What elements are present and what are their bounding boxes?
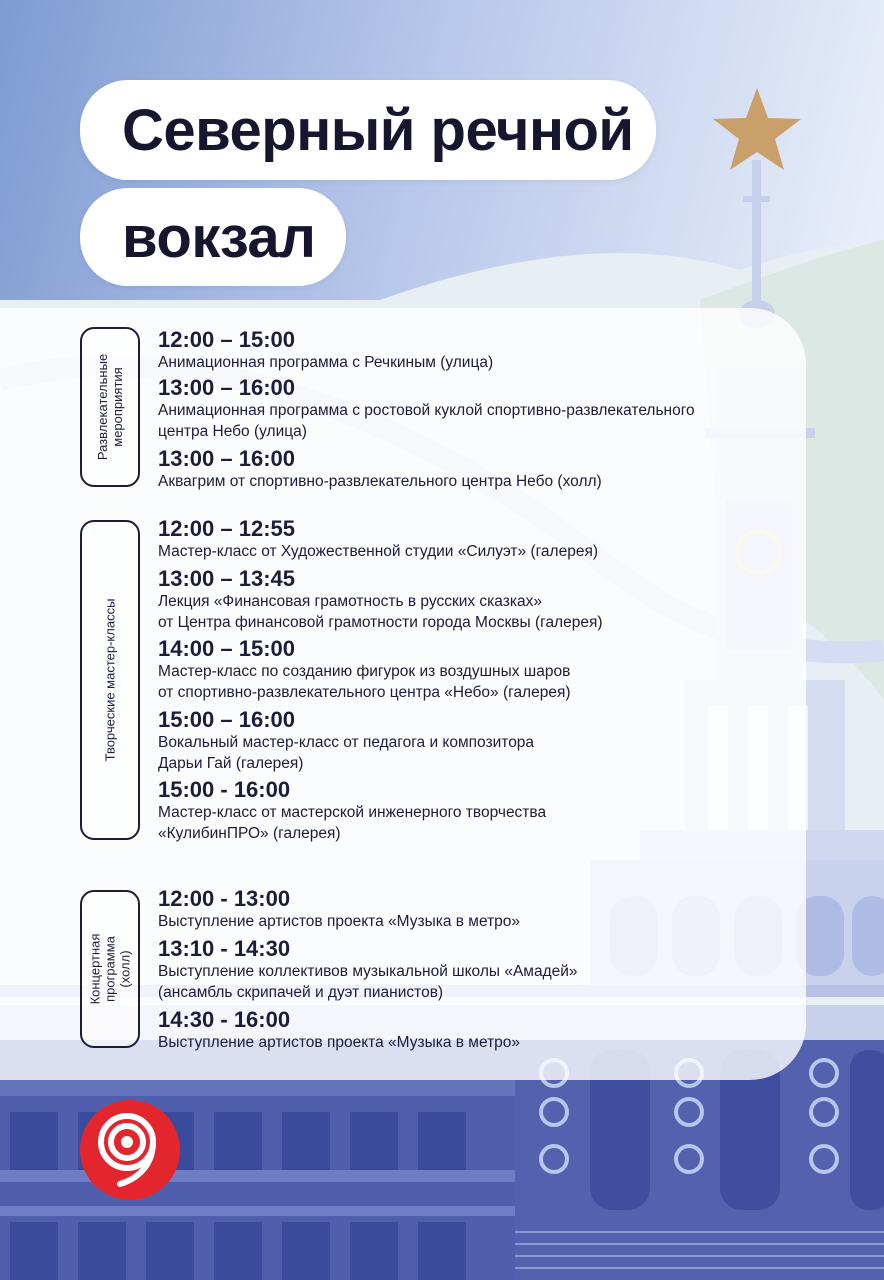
section-label-masterclasses bbox=[80, 520, 140, 840]
event-description: центра Небо (улица) bbox=[158, 423, 307, 440]
event-item bbox=[158, 448, 602, 492]
moscow-day-9-logo-icon bbox=[80, 1100, 180, 1200]
event-item bbox=[158, 638, 571, 703]
event-time: 12:00 – 15:00 bbox=[158, 327, 295, 352]
event-description: «КулибинПРО» (галерея) bbox=[158, 825, 341, 842]
section-label-entertainment bbox=[80, 327, 140, 487]
event-description: Выступление коллективов музыкальной школы «Амадей» bbox=[158, 963, 578, 980]
event-time: 15:00 – 16:00 bbox=[158, 707, 295, 732]
section-label-text: Концертная программа (холл) bbox=[87, 933, 133, 1005]
event-description: Дарьи Гай (галерея) bbox=[158, 755, 304, 772]
event-description: Лекция «Финансовая грамотность в русских сказках» bbox=[158, 593, 542, 610]
event-time: 13:10 - 14:30 bbox=[158, 936, 291, 961]
event-description: Вокальный мастер-класс от педагога и композитора bbox=[158, 734, 535, 751]
event-time: 13:00 – 16:00 bbox=[158, 446, 295, 471]
event-item bbox=[158, 709, 534, 774]
event-description: от спортивно-развлекательного центра «Небо» (галерея) bbox=[158, 684, 571, 701]
event-item bbox=[158, 888, 520, 932]
event-item bbox=[158, 518, 598, 562]
event-description: Мастер-класс по созданию фигурок из воздушных шаров bbox=[158, 663, 571, 680]
event-item bbox=[158, 568, 603, 633]
event-time: 14:30 - 16:00 bbox=[158, 1007, 291, 1032]
event-time: 15:00 - 16:00 bbox=[158, 777, 291, 802]
event-description: от Центра финансовой грамотности города Москвы (галерея) bbox=[158, 614, 603, 631]
event-item bbox=[158, 938, 578, 1003]
title-line-2: вокзал bbox=[80, 188, 346, 286]
event-item bbox=[158, 1009, 520, 1053]
event-time: 13:00 – 13:45 bbox=[158, 566, 295, 591]
section-label-text: Развлекательные мероприятия bbox=[95, 353, 125, 461]
event-description: Анимационная программа с Речкиным (улица) bbox=[158, 354, 494, 371]
event-description: Анимационная программа с ростовой куклой спортивно-развлекательного bbox=[158, 402, 695, 419]
event-time: 14:00 – 15:00 bbox=[158, 636, 295, 661]
event-description: Выступление артистов проекта «Музыка в метро» bbox=[158, 1034, 521, 1051]
event-description: Аквагрим от спортивно-развлекательного центра Небо (холл) bbox=[158, 473, 602, 490]
event-item bbox=[158, 377, 695, 442]
event-item bbox=[158, 329, 493, 373]
event-description: Мастер-класс от Художественной студии «Силуэт» (галерея) bbox=[158, 543, 599, 560]
section-label-text: Творческие мастер-классы bbox=[102, 598, 118, 762]
title-line-1: Северный речной bbox=[80, 80, 656, 180]
event-time: 13:00 – 16:00 bbox=[158, 375, 295, 400]
event-description: (ансамбль скрипачей и дуэт пианистов) bbox=[158, 984, 444, 1001]
event-description: Мастер-класс от мастерской инженерного творчества bbox=[158, 804, 547, 821]
event-item bbox=[158, 779, 546, 844]
event-description: Выступление артистов проекта «Музыка в метро» bbox=[158, 913, 521, 930]
event-time: 12:00 – 12:55 bbox=[158, 516, 295, 541]
section-label-concert bbox=[80, 890, 140, 1048]
event-time: 12:00 - 13:00 bbox=[158, 886, 291, 911]
